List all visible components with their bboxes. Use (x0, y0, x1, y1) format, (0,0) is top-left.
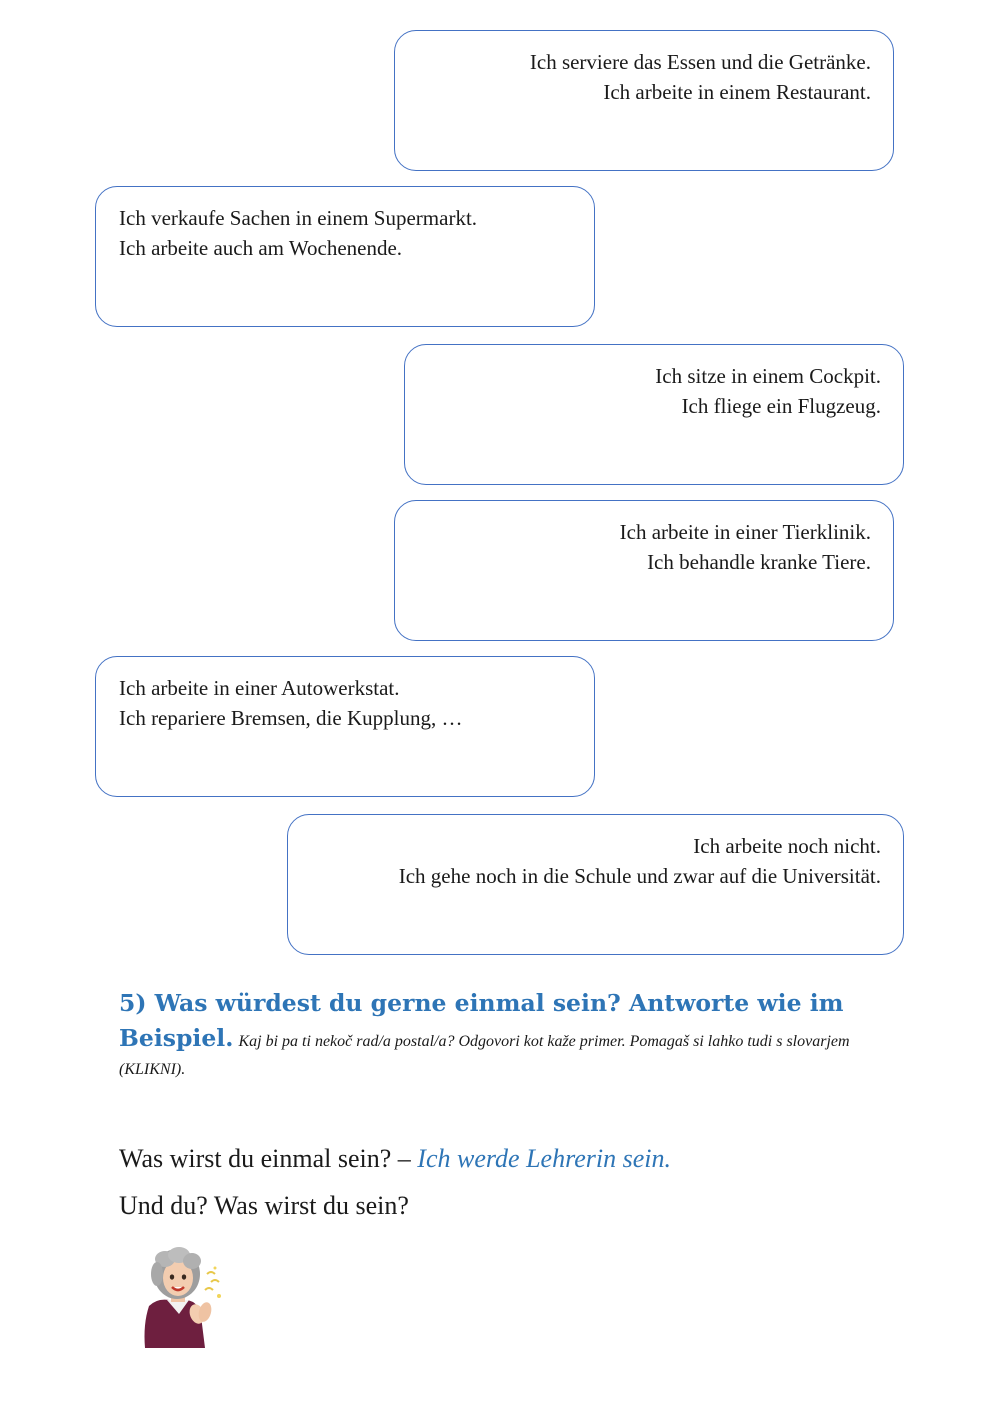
prompt-line: Und du? Was wirst du sein? (119, 1191, 409, 1220)
job-box-supermarket (95, 186, 595, 327)
box-line: Ich behandle kranke Tiere. (647, 550, 871, 574)
task-instruction: Kaj bi pa ti nekoč rad/a postal/a? Odgovori kot kaže primer. Pomagaš si lahko tudi s slovarjem (KLIKNI). (119, 1033, 850, 1078)
box-line: Ich arbeite auch am Wochenende. (119, 236, 403, 260)
box-line: Ich arbeite in einer Tierklinik. (619, 520, 871, 544)
job-box-autowerkstatt (95, 656, 595, 797)
box-line: Ich arbeite noch nicht. (693, 834, 881, 858)
box-line: Ich repariere Bremsen, die Kupplung, … (119, 706, 463, 730)
box-line: Ich verkaufe Sachen in einem Supermarkt. (119, 206, 478, 230)
box-line: Ich gehe noch in die Schule und zwar auf die Universität. (398, 864, 881, 888)
example-question: Was wirst du einmal sein? – (119, 1144, 411, 1173)
task-5 (119, 986, 859, 1084)
box-line: Ich fliege ein Flugzeug. (681, 394, 881, 418)
box-line: Ich sitze in einem Cockpit. (655, 364, 881, 388)
task-heading: 5) Was würdest du gerne einmal sein? Antworte wie im Beispiel. (119, 989, 844, 1052)
example-line (119, 1143, 671, 1175)
box-line: Ich serviere das Essen und die Getränke. (529, 50, 871, 74)
job-box-student (287, 814, 904, 955)
example-answer: Ich werde Lehrerin sein. (417, 1144, 671, 1173)
box-line: Ich arbeite in einem Restaurant. (603, 80, 871, 104)
box-line: Ich arbeite in einer Autowerkstat. (119, 676, 400, 700)
job-box-restaurant (394, 30, 894, 171)
job-box-tierklinik (394, 500, 894, 641)
job-box-cockpit (404, 344, 904, 485)
teacher-avatar-image (135, 1244, 230, 1349)
